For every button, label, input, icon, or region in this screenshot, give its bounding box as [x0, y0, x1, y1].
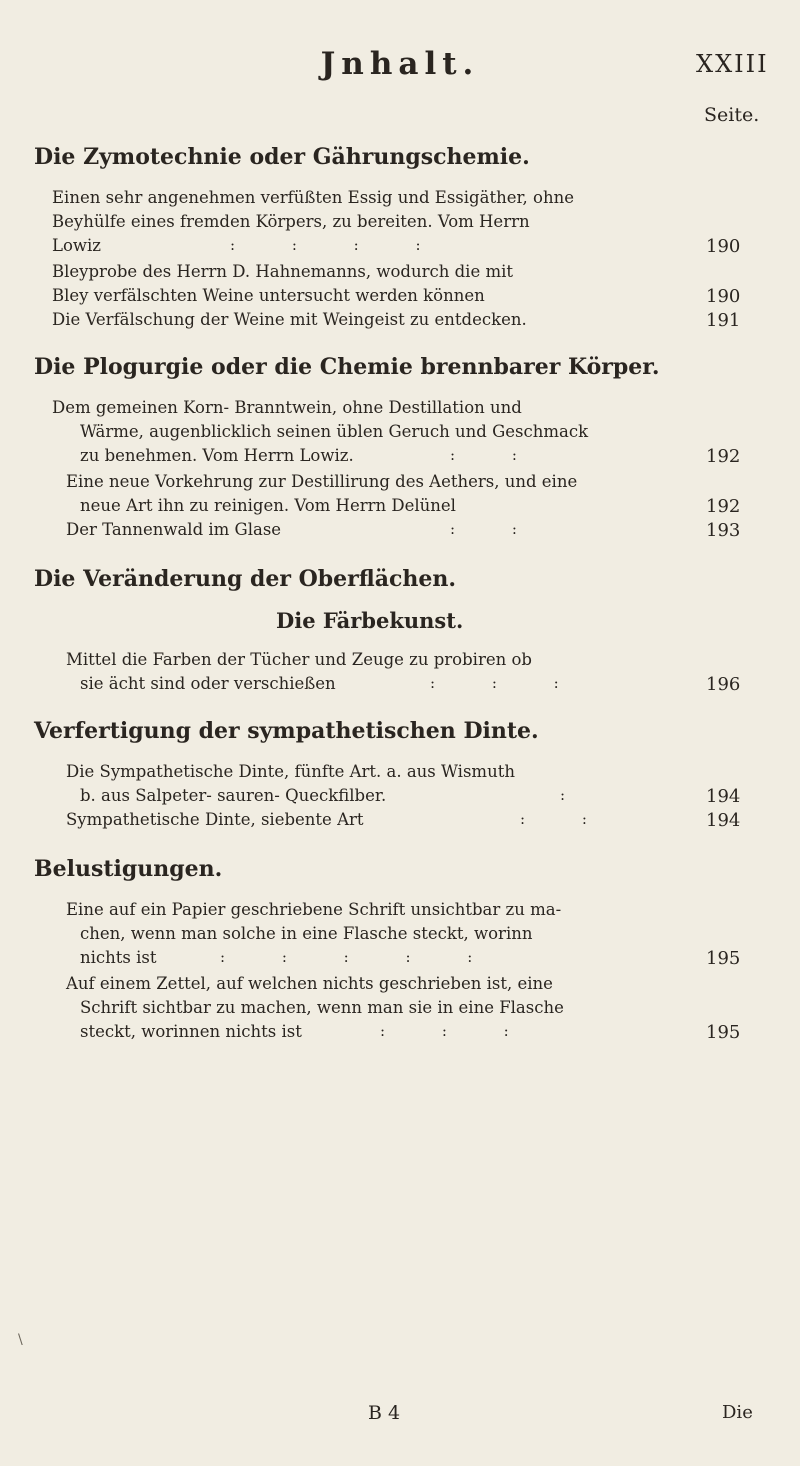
entry-line: Beyhülfe eines fremden Körpers, zu bereiten. Vom Herrn [52, 212, 530, 231]
entry-line: Bley verfälschten Weine untersucht werden können [52, 286, 485, 305]
section-heading: Belustigungen. [34, 856, 223, 882]
entry-line: Dem gemeinen Korn- Branntwein, ohne Destillation und [52, 398, 522, 417]
page-ref: 192 [706, 496, 741, 517]
leader-dots: : : : [380, 1022, 535, 1040]
entry-line: Schrift sichtbar zu machen, wenn man sie in eine Flasche [80, 998, 564, 1017]
entry-line: b. aus Salpeter- sauren- Queckfilber. [80, 786, 387, 805]
page-ref: 192 [706, 446, 741, 467]
entry-line: steckt, worinnen nichts ist [80, 1022, 302, 1041]
page-number-roman: XXIII [696, 50, 769, 78]
page-ref: 195 [706, 948, 741, 969]
leader-dots: : : [520, 810, 613, 828]
leader-dots: : [560, 786, 592, 804]
leader-dots: : : [450, 520, 543, 538]
entry-line: Bleyprobe des Herrn D. Hahnemanns, wodurch die mit [52, 262, 514, 281]
section-subheading: Die Färbekunst. [276, 608, 464, 633]
leader-dots: : : : : [230, 236, 447, 254]
page-ref: 191 [706, 310, 741, 331]
entry-line: Mittel die Farben der Tücher und Zeuge zu probiren ob [66, 650, 532, 669]
catchword: Die [722, 1402, 753, 1423]
page-ref: 190 [706, 286, 741, 307]
section-heading: Die Zymotechnie oder Gährungschemie. [34, 144, 530, 170]
entry-line: Auf einem Zettel, auf welchen nichts geschrieben ist, eine [66, 974, 553, 993]
entry-line: Sympathetische Dinte, siebente Art [66, 810, 364, 829]
leader-dots: : : [450, 446, 543, 464]
page-ref: 190 [706, 236, 741, 257]
leader-dots: : : : : : [220, 948, 499, 966]
entry-line: Lowiz [52, 236, 101, 255]
page-ref: 193 [706, 520, 741, 541]
entry-line: Wärme, augenblicklich seinen üblen Geruch und Geschmack [80, 422, 589, 441]
section-heading: Die Plogurgie oder die Chemie brennbarer Körper. [34, 354, 660, 380]
entry-line: Einen sehr angenehmen verfüßten Essig und Essigäther, ohne [52, 188, 574, 207]
page-ref: 194 [706, 786, 741, 807]
leader-dots: : : : [430, 674, 585, 692]
page-ref: 195 [706, 1022, 741, 1043]
running-title: Jnhalt. [320, 46, 480, 82]
entry-line: zu benehmen. Vom Herrn Lowiz. [80, 446, 354, 465]
entry-line: Die Sympathetische Dinte, fünfte Art. a. aus Wismuth [66, 762, 515, 781]
entry-line: chen, wenn man solche in eine Flasche steckt, worinn [80, 924, 533, 943]
entry-line: Die Verfälschung der Weine mit Weingeist zu entdecken. [52, 310, 527, 329]
section-heading: Die Veränderung der Oberflächen. [34, 566, 457, 592]
entry-line: neue Art ihn zu reinigen. Vom Herrn Delünel [80, 496, 456, 515]
page-ref: 194 [706, 810, 741, 831]
entry-line: Eine neue Vorkehrung zur Destillirung des Aethers, und eine [66, 472, 578, 491]
section-heading: Verfertigung der sympathetischen Dinte. [34, 718, 539, 744]
page-ref: 196 [706, 674, 741, 695]
entry-line: Eine auf ein Papier geschriebene Schrift unsichtbar zu ma- [66, 900, 562, 919]
margin-mark: \ [18, 1332, 23, 1348]
seite-column-label: Seite. [704, 104, 760, 126]
entry-line: Der Tannenwald im Glase [66, 520, 282, 539]
entry-line: nichts ist [80, 948, 157, 967]
entry-line: sie ächt sind oder verschießen [80, 674, 336, 693]
signature-mark: B 4 [368, 1402, 401, 1424]
